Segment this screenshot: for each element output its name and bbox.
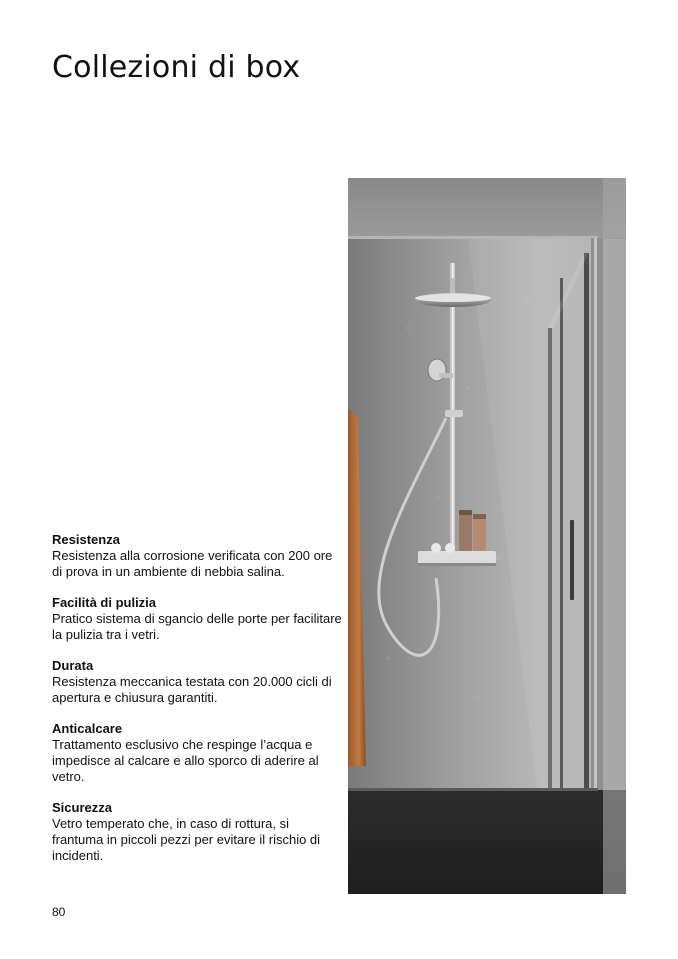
feature-title: Sicurezza	[52, 800, 112, 815]
shower-enclosure-photo	[348, 178, 626, 894]
feature-text: Resistenza alla corrosione verificata con 200 ore di prova in un ambiente di nebbia salina.	[52, 548, 333, 579]
feature-durata	[52, 658, 342, 706]
feature-title: Durata	[52, 658, 94, 673]
feature-sicurezza	[52, 800, 342, 864]
feature-text: Trattamento esclusivo che respinge l’acqua e impedisce al calcare e allo sporco di aderire al vetro.	[52, 737, 319, 784]
feature-title: Resistenza	[52, 532, 120, 547]
page-title: Collezioni di box	[52, 50, 301, 85]
feature-facilita-di-pulizia	[52, 595, 342, 643]
feature-resistenza	[52, 532, 342, 580]
feature-text: Vetro temperato che, in caso di rottura, si frantuma in piccoli pezzi per evitare il rischio di incidenti.	[52, 816, 321, 863]
feature-text: Resistenza meccanica testata con 20.000 cicli di apertura e chiusura garantiti.	[52, 674, 332, 705]
feature-anticalcare	[52, 721, 342, 785]
page-number: 80	[52, 905, 66, 919]
feature-title: Facilità di pulizia	[52, 595, 157, 610]
feature-list	[52, 532, 342, 879]
feature-text: Pratico sistema di sgancio delle porte per facilitare la pulizia tra i vetri.	[52, 611, 342, 642]
feature-title: Anticalcare	[52, 721, 123, 736]
